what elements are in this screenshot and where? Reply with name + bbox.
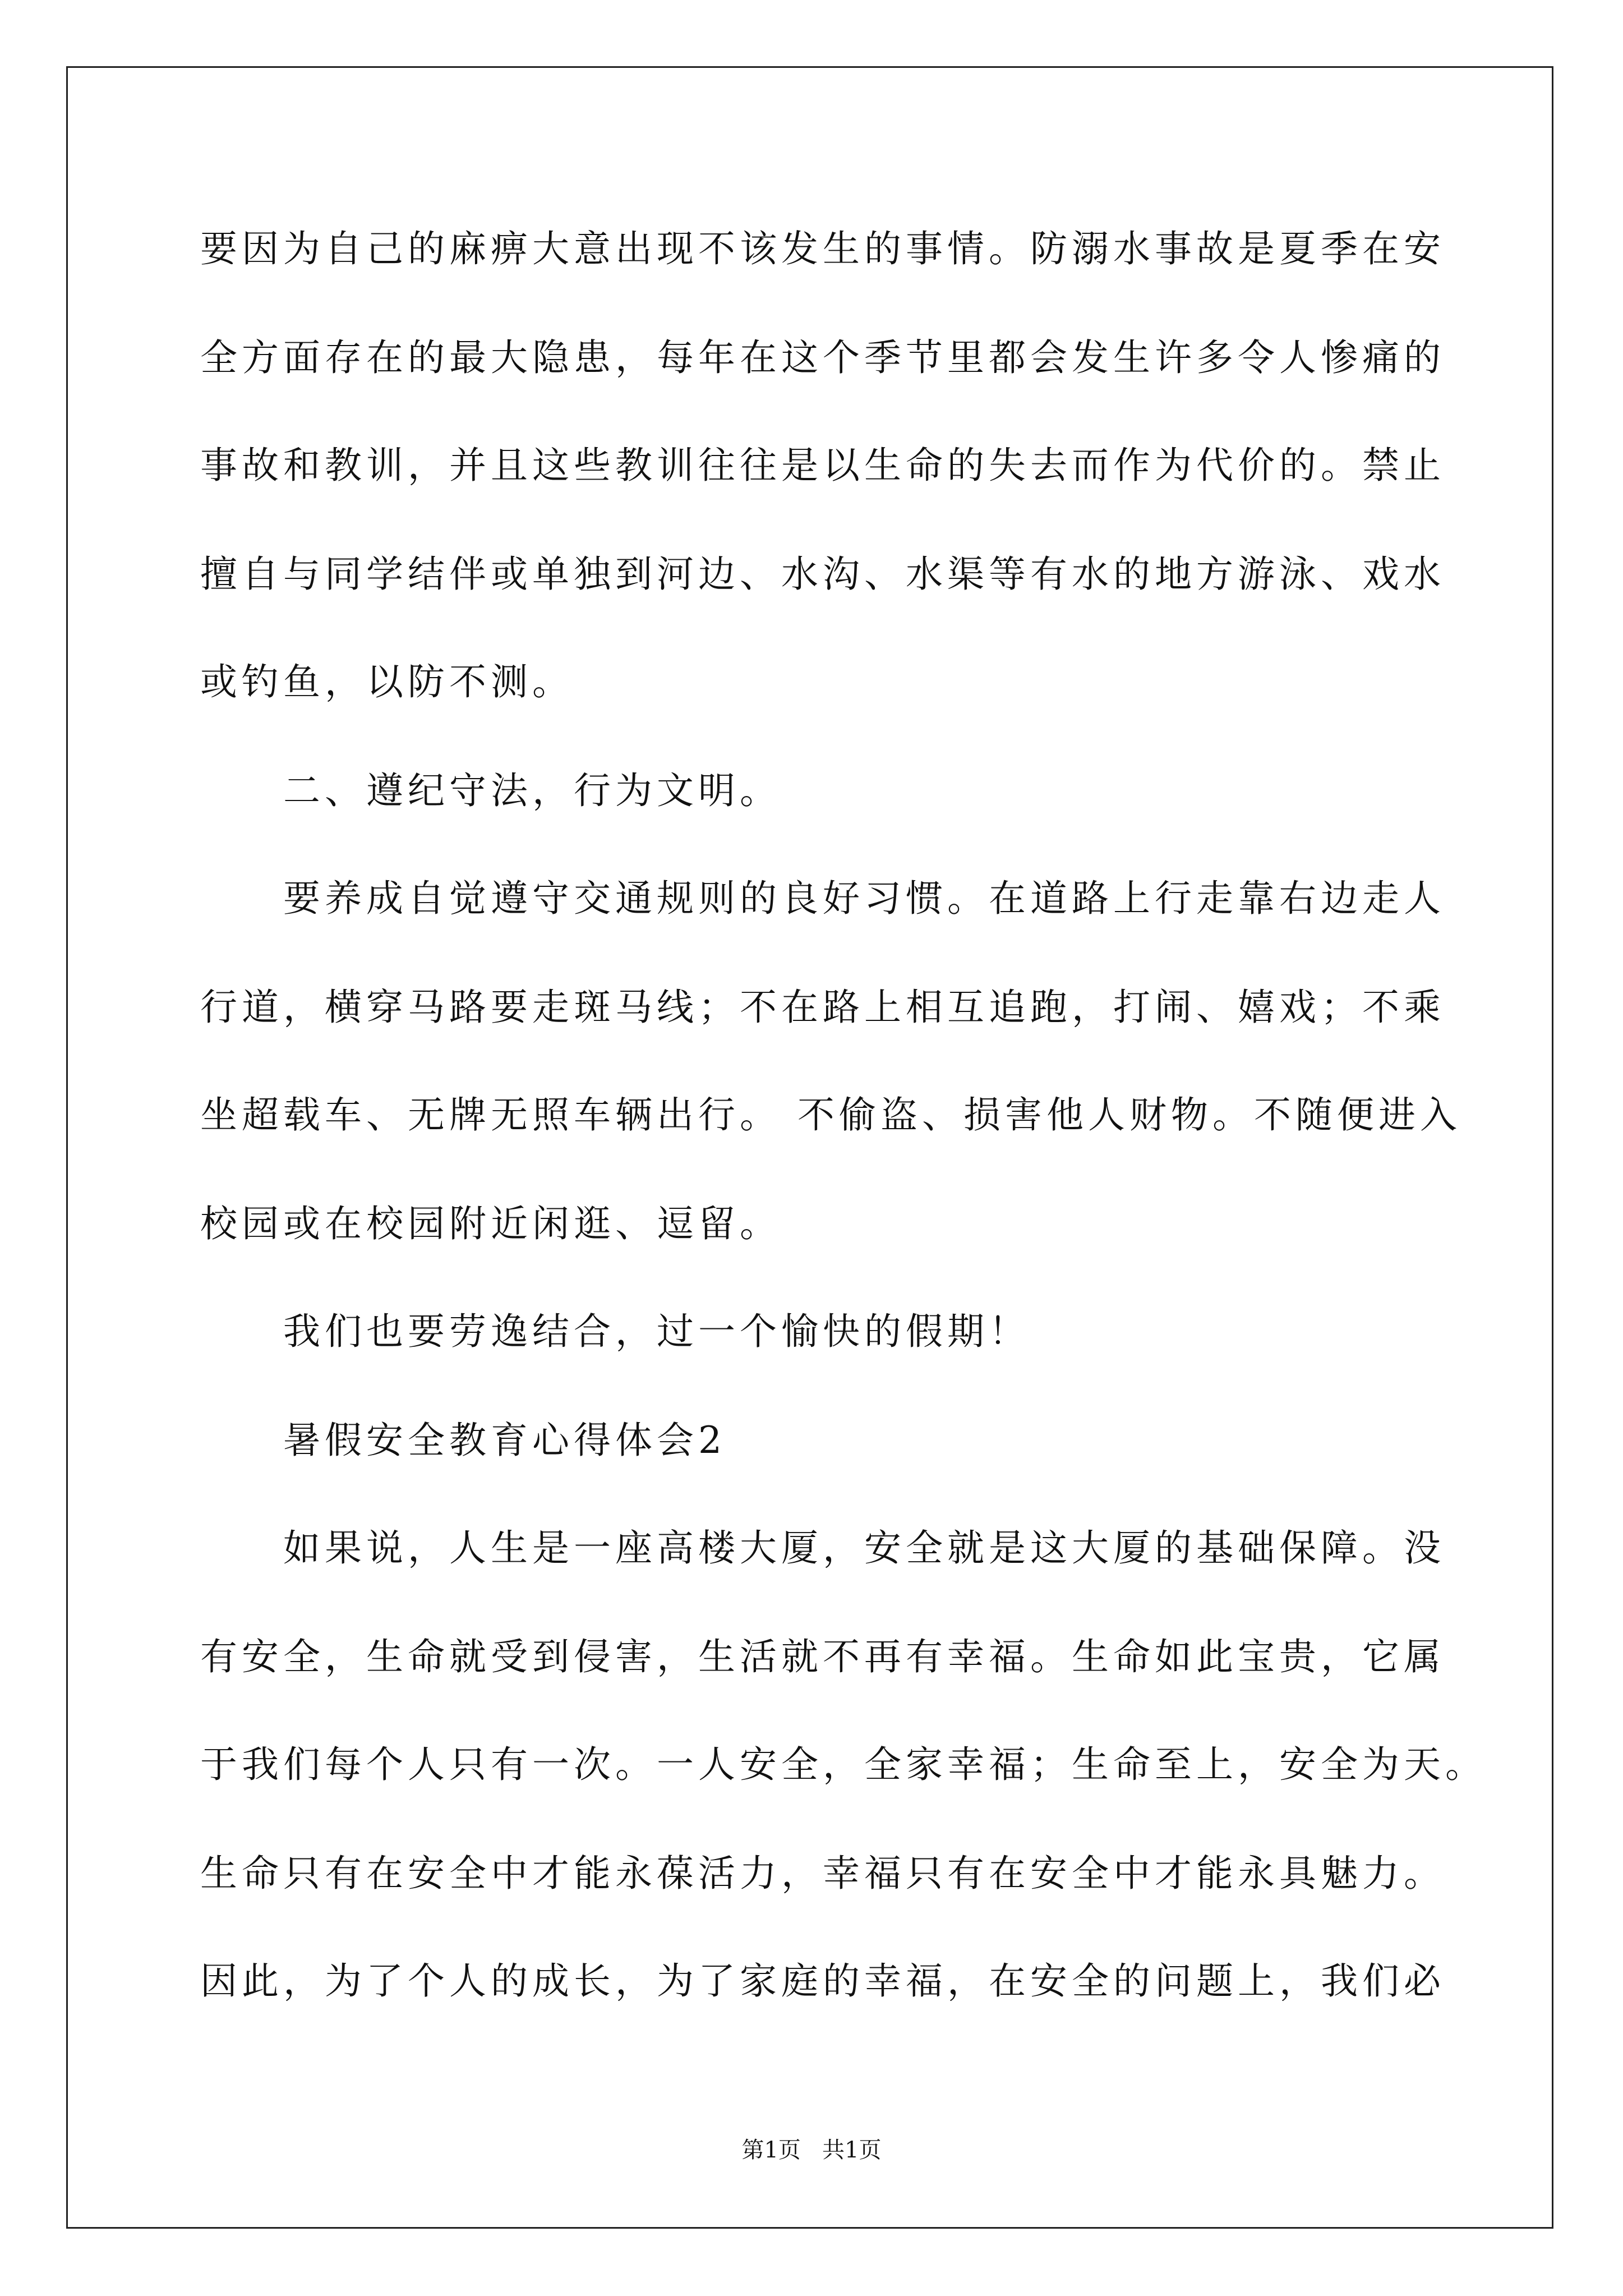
- text-line-7: 要养成自觉遵守交通规则的良好习惯。在道路上行走靠右边走人: [283, 877, 1445, 920]
- text-line-17: 因此，为了个人的成长，为了家庭的幸福，在安全的问题上，我们必: [200, 1959, 1445, 2003]
- text-line-4: 擅自与同学结伴或单独到河边、水沟、水渠等有水的地方游泳、戏水: [200, 553, 1445, 596]
- text-line-14: 有安全，生命就受到侵害，生活就不再有幸福。生命如此宝贵，它属: [200, 1635, 1445, 1678]
- page-footer: 第1页 共1页: [741, 2137, 882, 2163]
- text-line-8: 行道，横穿马路要走斑马线；不在路上相互追跑，打闹、嬉戏；不乘: [200, 986, 1445, 1029]
- text-line-13: 如果说，人生是一座高楼大厦，安全就是这大厦的基础保障。没: [283, 1526, 1445, 1570]
- text-line-5: 或钓鱼，以防不测。: [200, 660, 574, 703]
- page-border: [66, 66, 1553, 2229]
- text-line-9: 坐超载车、无牌无照车辆出行。 不偷盗、损害他人财物。不随便进入: [200, 1093, 1461, 1137]
- article-title: 暑假安全教育心得体会2: [283, 1419, 726, 1462]
- text-line-10: 校园或在校园附近闲逛、逗留。: [200, 1202, 781, 1245]
- text-line-3: 事故和教训，并且这些教训往往是以生命的失去而作为代价的。禁止: [200, 444, 1445, 487]
- text-line-1: 要因为自己的麻痹大意出现不该发生的事情。防溺水事故是夏季在安: [200, 227, 1445, 270]
- closing-line: 我们也要劳逸结合，过一个愉快的假期！: [283, 1310, 1030, 1353]
- text-line-15: 于我们每个人只有一次。一人安全，全家幸福；生命至上，安全为天。: [200, 1743, 1487, 1786]
- text-line-2: 全方面存在的最大隐患，每年在这个季节里都会发生许多令人惨痛的: [200, 336, 1445, 379]
- text-line-16: 生命只有在安全中才能永葆活力，幸福只有在安全中才能永具魅力。: [200, 1852, 1445, 1895]
- section-heading: 二、遵纪守法，行为文明。: [283, 769, 781, 812]
